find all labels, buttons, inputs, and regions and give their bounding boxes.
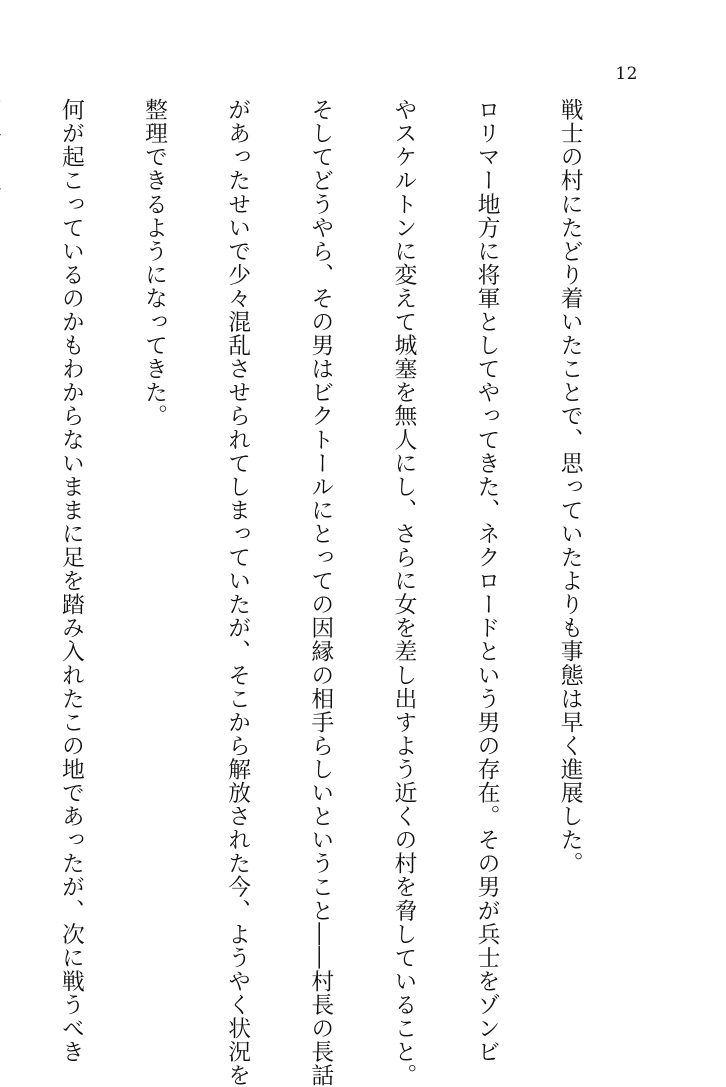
page-number: 12 bbox=[615, 64, 638, 84]
text-line: 何が起こっているのかもわからないままに足を踏み入れたこの地であったが、次に戦うべき bbox=[57, 98, 84, 1064]
text-line bbox=[0, 98, 1, 958]
text-line: ロリマー地方に将軍としてやってきた、ネクロードという男の存在。その男が兵士をゾンビ bbox=[473, 98, 500, 1064]
text-line: があったせいで少々混乱させられてしまっていたが、そこから解放された今、ようやく状況を bbox=[224, 98, 251, 1087]
vertical-text-body bbox=[57, 98, 638, 1087]
text-line: 戦士の村にたどり着いたことで、思っていたよりも事態は早く進展した。 bbox=[556, 98, 583, 876]
text-line: 整理できるようになってきた。 bbox=[141, 98, 168, 428]
text-line: そしてどうやら、その男はビクトールにとっての因縁の相手らしいということ――村長の長話 bbox=[307, 98, 334, 1087]
text-line: やスケルトンに変えて城塞を無人にし、さらに女を差し出すよう近くの村を脅していること。 bbox=[390, 98, 417, 1087]
